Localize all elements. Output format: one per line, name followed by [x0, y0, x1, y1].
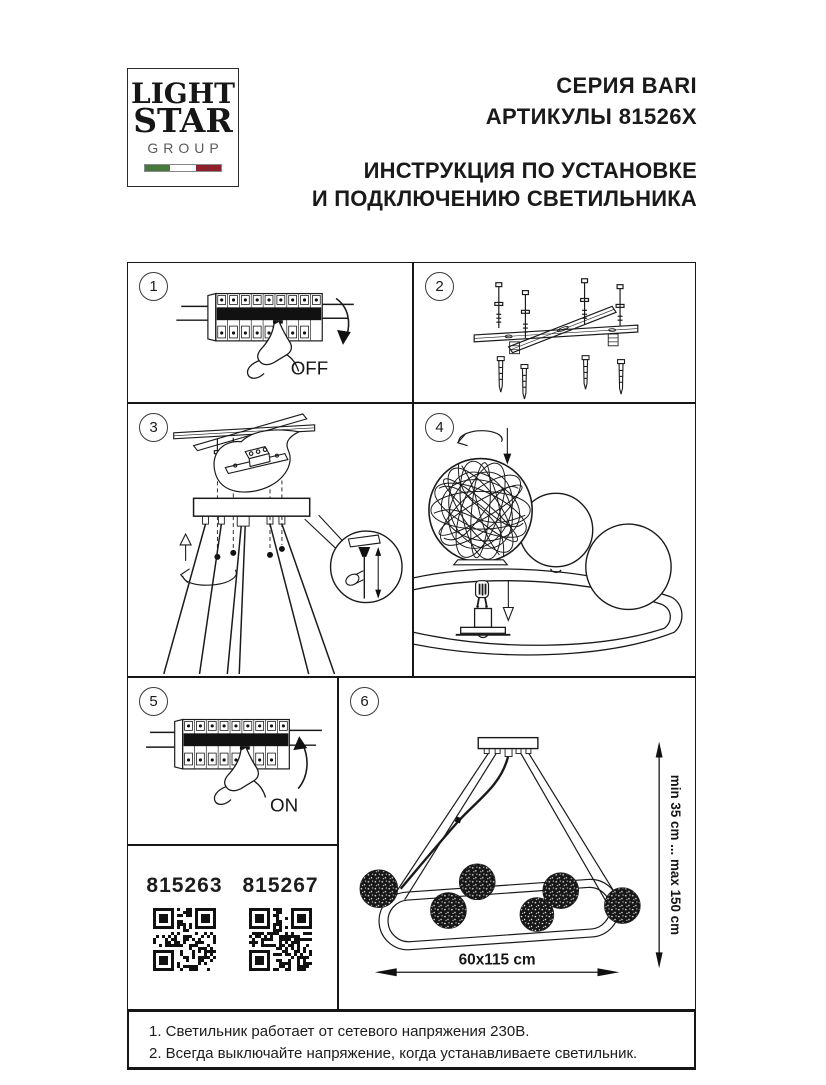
step-1-panel: [127, 262, 413, 403]
wire-mesh-sphere: [428, 457, 534, 565]
arrow-up-curve: [298, 743, 307, 788]
article-block-815267: [243, 874, 319, 973]
step-5-number: 5: [139, 687, 168, 716]
articles-title: АРТИКУЛЫ 81526X: [485, 104, 697, 129]
pointing-hand: [214, 747, 265, 804]
italian-flag-bar: [144, 164, 222, 172]
breaker-off-diagram: [128, 263, 412, 402]
logo-word-group: GROUP: [147, 140, 224, 156]
step-5-panel: [127, 677, 338, 845]
step-3-panel: [127, 403, 413, 677]
instruction-title-line1: ИНСТРУКЦИЯ ПО УСТАНОВКЕ: [363, 158, 697, 183]
width-dimension: [375, 968, 620, 976]
oval-ring: [377, 877, 621, 951]
width-dim-label: 60x115 cm: [458, 951, 536, 969]
article-number: 815263: [146, 874, 223, 897]
steps-grid: [127, 262, 696, 1010]
logo-word-star: STAR: [133, 101, 233, 140]
lamp-socket: [456, 608, 511, 637]
qr-code-815263: [151, 906, 218, 973]
step-2-panel: [413, 262, 696, 403]
qr-code-image: [249, 908, 312, 971]
chandelier-dimensions-diagram: [339, 678, 695, 1009]
flag-green: [145, 165, 170, 171]
safety-note-1: 1. Светильник работает от сетевого напряжения 230В.: [149, 1023, 530, 1040]
safety-notes: [127, 1010, 696, 1070]
mounting-brackets-diagram: [414, 263, 695, 402]
height-dimension: [656, 742, 663, 969]
anchors-bottom: [497, 356, 624, 399]
power-cable: [401, 757, 508, 889]
canopy-mounting-diagram: [128, 404, 412, 676]
step-3-number: 3: [139, 413, 168, 442]
step-2-number: 2: [425, 272, 454, 301]
mesh-shades: [360, 864, 640, 932]
instruction-title: [217, 157, 697, 213]
article-number: 815267: [242, 874, 319, 897]
shade-assembly-diagram: [414, 404, 695, 676]
suspension-cables: [164, 524, 335, 674]
g9-bulb: [476, 581, 489, 608]
qr-code-815267: [247, 906, 314, 973]
series-title: СЕРИЯ BARI: [556, 73, 697, 98]
header-text: [217, 70, 697, 213]
article-block-815263: [146, 874, 222, 973]
step-6-number: 6: [350, 687, 379, 716]
switch-off-label: OFF: [290, 357, 329, 379]
instruction-title-line2: И ПОДКЛЮЧЕНИЮ СВЕТИЛЬНИКА: [311, 186, 697, 211]
switch-on-label: ON: [270, 794, 299, 816]
flag-white: [170, 165, 195, 171]
step-4-panel: [413, 403, 696, 677]
logo-word-light: LIGHT: [131, 77, 235, 110]
height-range-label: min 35 cm ... max 150 cm: [668, 774, 684, 936]
rotate-arrow: [459, 431, 502, 442]
glass-sphere: [586, 524, 671, 609]
ceiling-canopy: [478, 738, 538, 749]
qr-code-image: [153, 908, 216, 971]
safety-note-2: 2. Всегда выключайте напряжение, когда устанавливаете светильник.: [149, 1045, 638, 1062]
article-codes-panel: [127, 845, 338, 1010]
step-1-number: 1: [139, 272, 168, 301]
step-4-number: 4: [425, 413, 454, 442]
step-6-panel: [338, 677, 696, 1010]
